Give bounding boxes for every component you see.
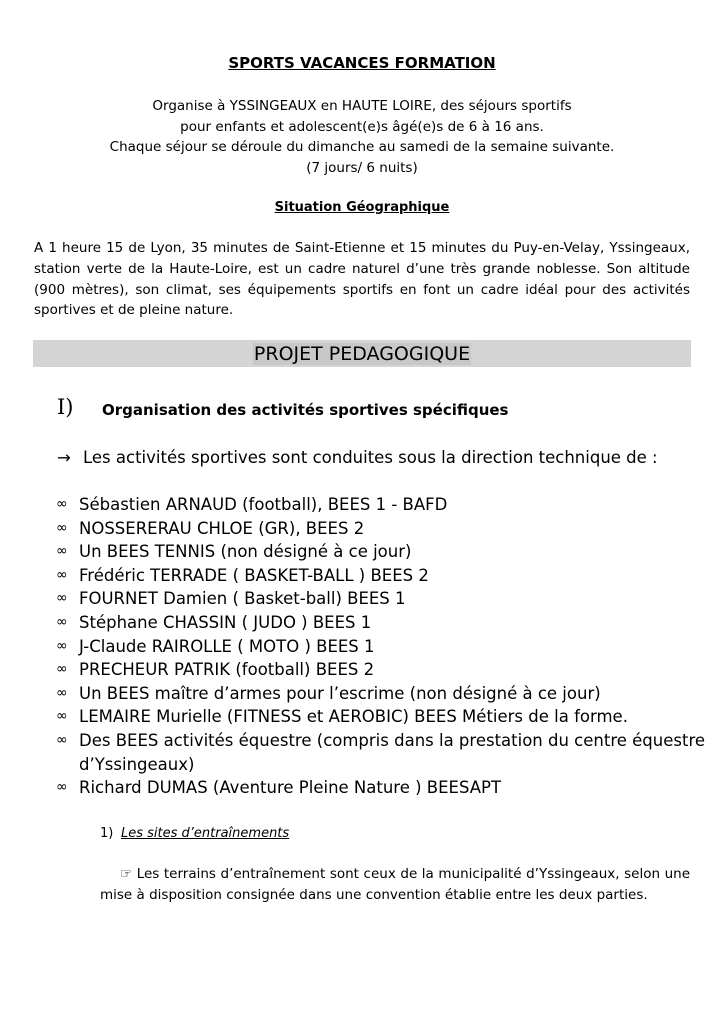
list-item bbox=[56, 540, 696, 564]
staff-entry: Sébastien ARNAUD (football), BEES 1 - BAFD bbox=[79, 495, 448, 514]
banner-title bbox=[0, 341, 724, 367]
infinity-bullet-icon: ∞ bbox=[56, 708, 68, 725]
paragraph-line: station verte de la Haute-Loire, est un cadre naturel d’une très grande noblesse. Son altitude bbox=[34, 260, 690, 277]
list-item bbox=[56, 705, 696, 729]
geography-paragraph bbox=[34, 238, 690, 321]
staff-list bbox=[56, 493, 706, 800]
infinity-bullet-icon: ∞ bbox=[56, 566, 68, 583]
document-title: SPORTS VACANCES FORMATION bbox=[228, 54, 496, 72]
staff-entry: LEMAIRE Murielle (FITNESS et AEROBIC) BEES Métiers de la forme. bbox=[79, 707, 628, 727]
staff-entry: Frédéric TERRADE ( BASKET-BALL ) BEES 2 bbox=[79, 565, 429, 585]
training-sites-paragraph bbox=[100, 864, 690, 906]
staff-entry: J-Claude RAIROLLE ( MOTO ) BEES 1 bbox=[79, 636, 375, 656]
infinity-bullet-icon: ∞ bbox=[56, 637, 68, 654]
section-number: I) bbox=[57, 395, 74, 419]
staff-entry: PRECHEUR PATRIK (football) BEES 2 bbox=[79, 660, 375, 680]
staff-entry-continuation: d’Yssingeaux) bbox=[79, 754, 195, 774]
list-item bbox=[56, 587, 696, 611]
intro-line: Organise à YSSINGEAUX en HAUTE LOIRE, des séjours sportifs bbox=[152, 98, 572, 114]
infinity-bullet-icon: ∞ bbox=[56, 613, 68, 630]
infinity-bullet-icon: ∞ bbox=[56, 519, 68, 536]
intro-line: (7 jours/ 6 nuits) bbox=[306, 159, 418, 176]
activities-intro-text: Les activités sportives sont conduites sous la direction technique de : bbox=[83, 448, 658, 467]
staff-entry: Richard DUMAS (Aventure Pleine Nature ) BEESAPT bbox=[79, 778, 502, 798]
list-item bbox=[56, 658, 696, 682]
staff-entry: Stéphane CHASSIN ( JUDO ) BEES 1 bbox=[79, 612, 372, 632]
infinity-bullet-icon: ∞ bbox=[56, 731, 68, 748]
geography-heading: Situation Géographique bbox=[274, 200, 450, 215]
list-item-continuation bbox=[56, 753, 696, 777]
infinity-bullet-icon: ∞ bbox=[56, 684, 68, 701]
infinity-bullet-icon: ∞ bbox=[56, 543, 68, 560]
intro-block bbox=[0, 96, 724, 178]
subsection-title: Les sites d’entraînements bbox=[121, 826, 290, 841]
subsection-number: 1) bbox=[100, 826, 114, 841]
staff-entry: FOURNET Damien ( Basket-ball) BEES 1 bbox=[79, 589, 406, 609]
activities-intro bbox=[57, 448, 658, 467]
list-item bbox=[56, 682, 696, 706]
pointing-hand-icon: ☞ bbox=[120, 866, 133, 882]
section-title: Organisation des activités sportives spécifiques bbox=[102, 401, 509, 419]
staff-entry: NOSSERERAU CHLOE (GR), BEES 2 bbox=[79, 518, 365, 538]
staff-entry: Un BEES TENNIS (non désigné à ce jour) bbox=[79, 542, 412, 562]
list-item bbox=[56, 517, 696, 541]
paragraph-line: A 1 heure 15 de Lyon, 35 minutes de Saint-Etienne et 15 minutes du Puy-en-Velay, Yssingeaux, bbox=[34, 240, 690, 256]
list-item bbox=[56, 564, 696, 588]
paragraph-line: mise à disposition consignée dans une convention établie entre les deux parties. bbox=[100, 887, 648, 903]
intro-line: pour enfants et adolescent(e)s âgé(e)s de 6 à 16 ans. bbox=[180, 118, 544, 135]
infinity-bullet-icon: ∞ bbox=[56, 496, 68, 512]
paragraph-line: (900 mètres), son climat, ses équipements sportifs en font un cadre idéal pour des activités bbox=[34, 281, 690, 298]
intro-line: Chaque séjour se déroule du dimanche au samedi de la semaine suivante. bbox=[109, 139, 615, 155]
staff-entry: Des BEES activités équestre (compris dans la prestation du centre équestre bbox=[79, 730, 706, 750]
list-item bbox=[56, 729, 706, 753]
list-item bbox=[56, 635, 696, 659]
paragraph-line: sportives et de pleine nature. bbox=[34, 302, 234, 319]
infinity-bullet-icon: ∞ bbox=[56, 661, 68, 678]
list-item bbox=[56, 776, 696, 800]
arrow-icon: → bbox=[57, 448, 71, 467]
paragraph-line-text: Les terrains d’entraînement sont ceux de la municipalité d’Yssingeaux, selon une bbox=[136, 866, 691, 882]
infinity-bullet-icon: ∞ bbox=[56, 779, 68, 796]
list-item bbox=[56, 611, 696, 635]
staff-entry: Un BEES maître d’armes pour l’escrime (non désigné à ce jour) bbox=[79, 683, 601, 703]
infinity-bullet-icon: ∞ bbox=[56, 590, 68, 607]
banner-label: PROJET PEDAGOGIQUE bbox=[253, 343, 471, 365]
paragraph-line bbox=[100, 864, 690, 885]
list-item bbox=[56, 493, 696, 517]
